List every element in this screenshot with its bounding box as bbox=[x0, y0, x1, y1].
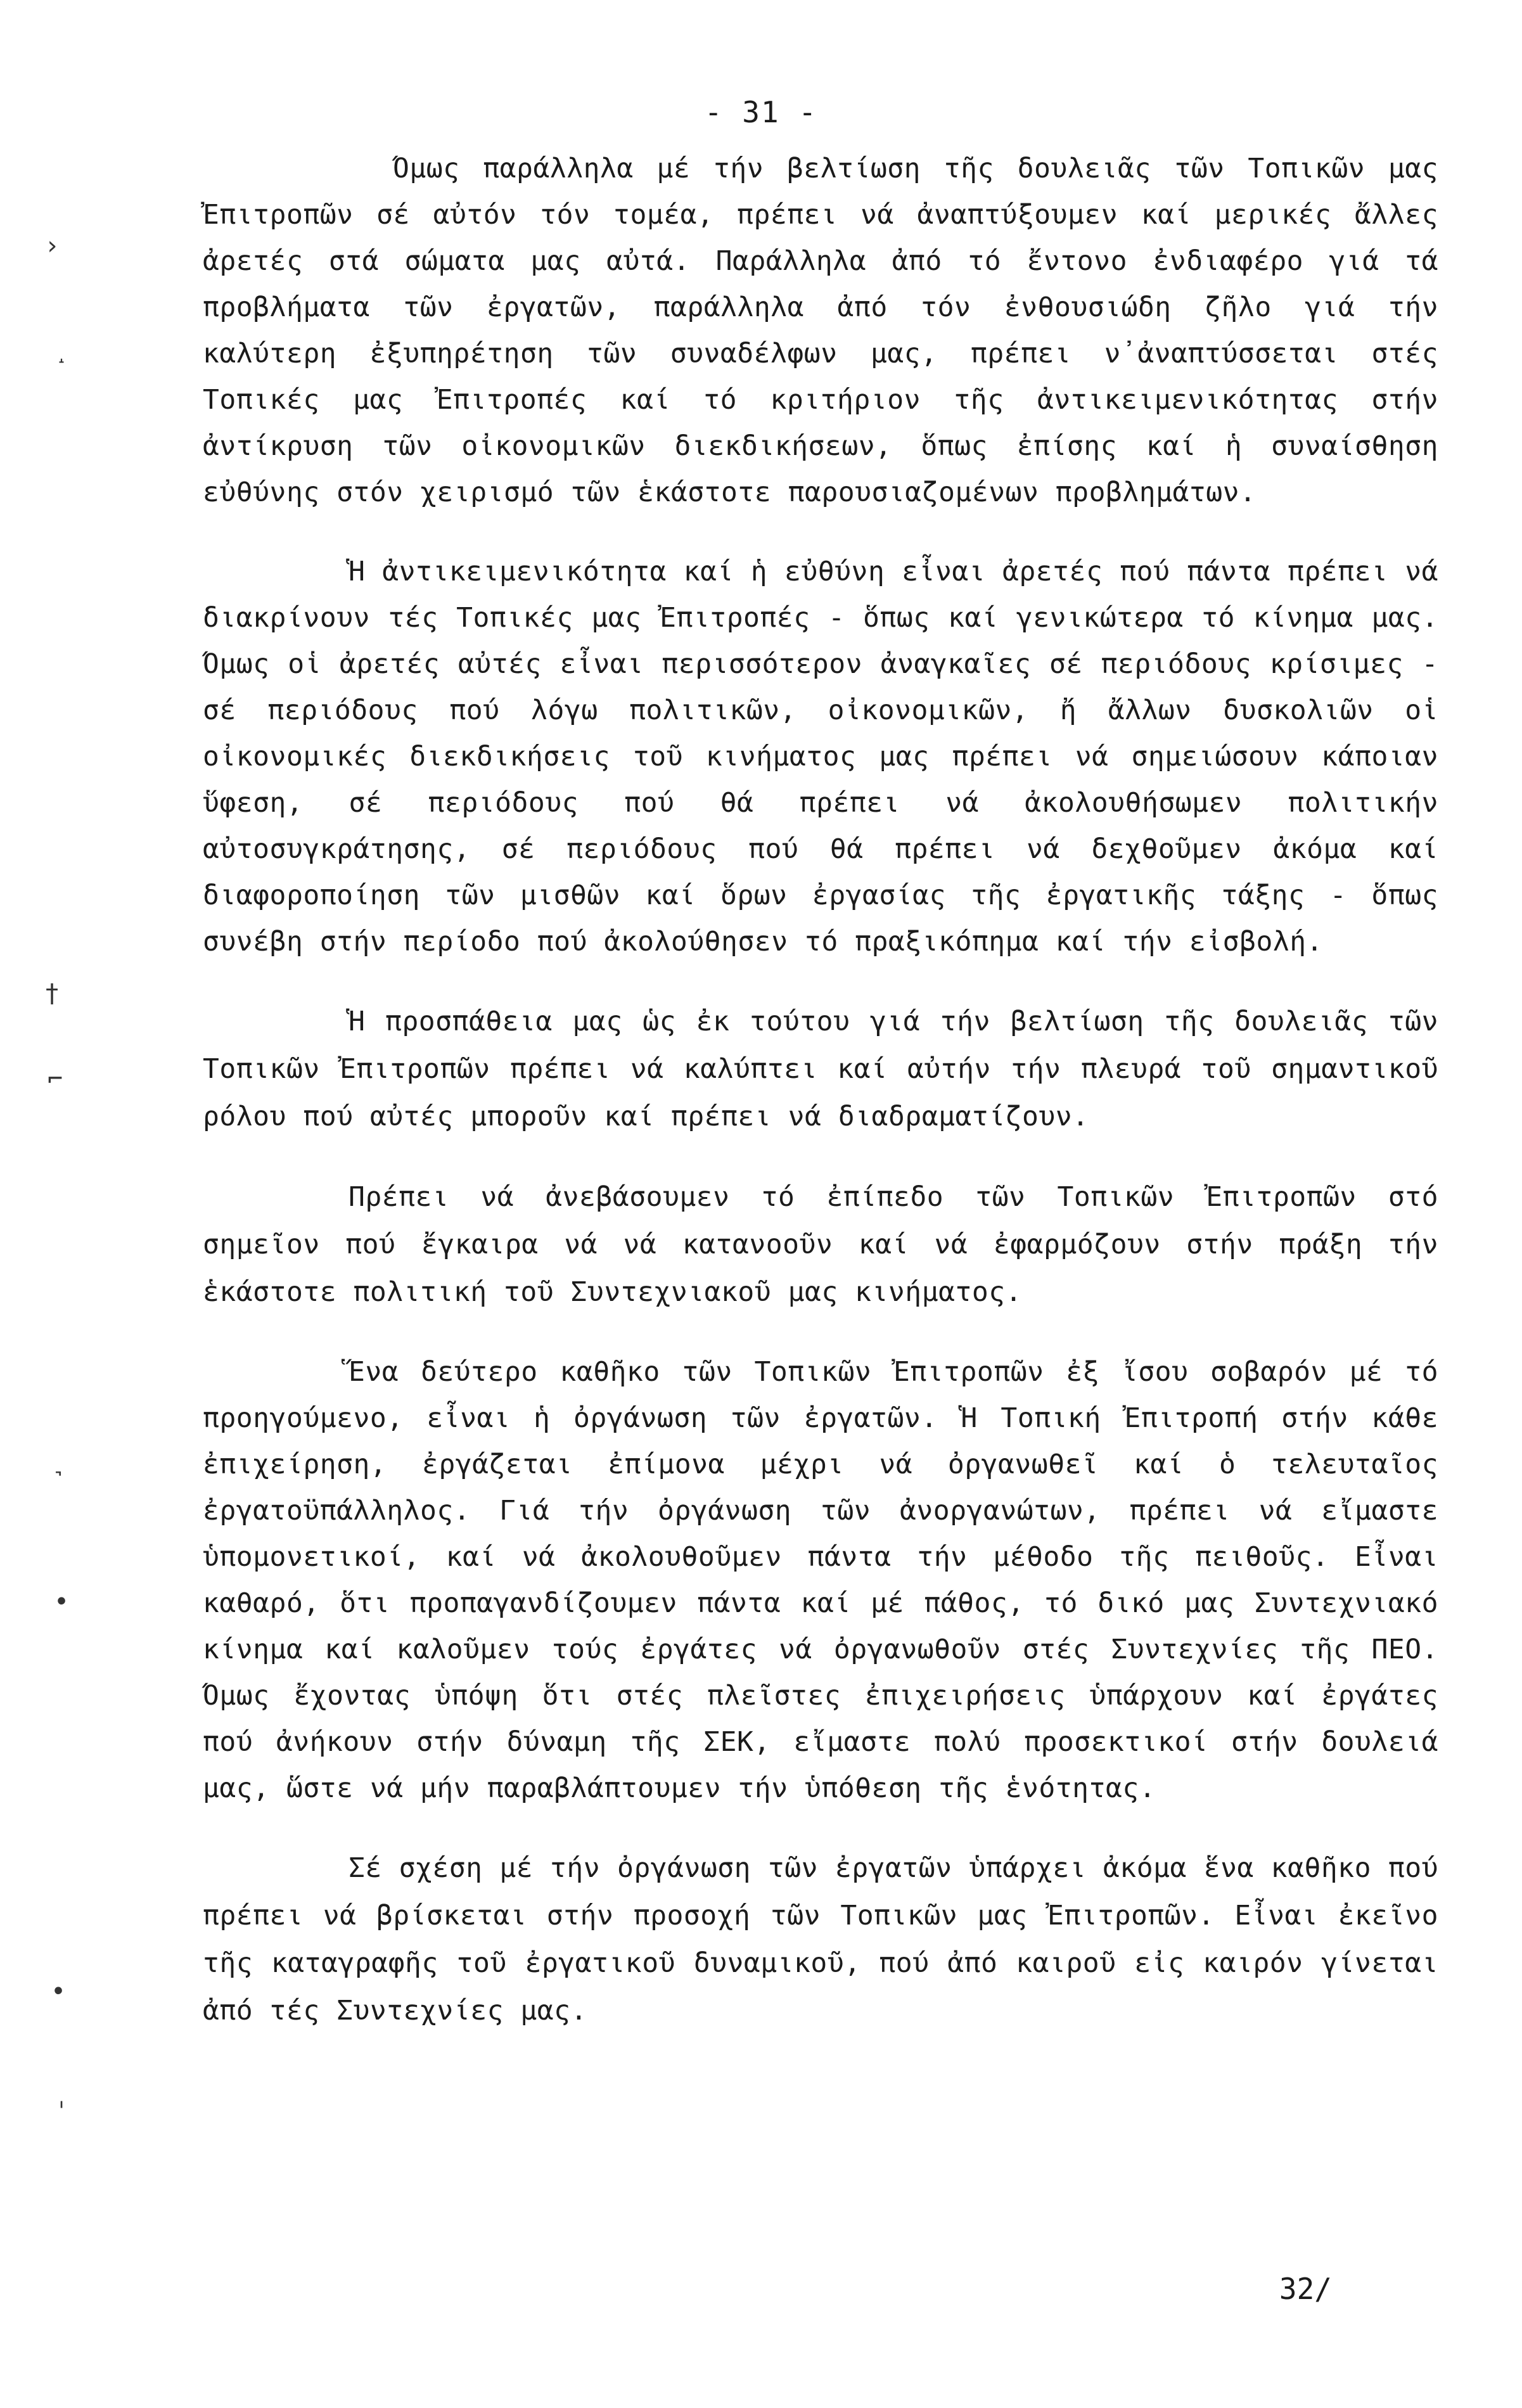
page-number: - 31 - bbox=[704, 95, 818, 129]
margin-dot-mark: • bbox=[54, 1587, 70, 1617]
paragraph-3: Ἡ προσπάθεια μας ὡς ἐκ τούτου γιά τήν βελτίωση τῆς δουλειᾶς τῶν Τοπικῶν Ἐπιτροπῶν πρέπει νά καλύπτει καί αὐτήν τήν πλευρά τοῦ σημαντικοῦ ρόλου πού αὐτές μποροῦν καί πρέπει νά διαδραματίζουν. bbox=[203, 1006, 1438, 1132]
margin-dot-mark: • bbox=[51, 1977, 67, 2006]
margin-arrow-mark: › bbox=[44, 231, 60, 260]
next-page-marker: 32/ bbox=[1279, 2272, 1332, 2306]
margin-bracket-mark: ⌐ bbox=[48, 1065, 63, 1094]
margin-cross-mark: † bbox=[44, 979, 60, 1008]
margin-tick-mark: ˔ bbox=[54, 342, 70, 371]
paragraph-6: Σέ σχέση μέ τήν ὀργάνωση τῶν ἐργατῶν ὑπάρχει ἀκόμα ἕνα καθῆκο πού πρέπει νά βρίσκεται στήν προσοχή τῶν Τοπικῶν μας Ἐπιτροπῶν. Εἶναι ἐκεῖνο τῆς καταγραφῆς τοῦ ἐργατικοῦ δυναμικοῦ, πού ἀπό καιροῦ εἰς καιρόν γίνεται ἀπό τές Συντεχνίες μας. bbox=[203, 1852, 1438, 2027]
paragraph-5: Ἕνα δεύτερο καθῆκο τῶν Τοπικῶν Ἐπιτροπῶν ἐξ ἴσου σοβαρόν μέ τό προηγούμενο, εἶναι ἡ ὀργάνωση τῶν ἐργατῶν. Ἡ Τοπική Ἐπιτροπή στήν κάθε ἐπιχείρηση, ἐργάζεται ἐπίμονα μέχρι νά ὀργανωθεῖ καί ὁ τελευταῖος ἐργατοϋπάλληλος. Γιά τήν ὀργάνωση τῶν ἀνοργανώτων, πρέπει νά εἴμαστε ὑπομονετικοί, καί νά ἀκολουθοῦμεν πάντα τήν μέθοδο τῆς πειθοῦς. Εἶναι καθαρό, ὅτι προπαγανδίζουμεν πάντα καί μέ πάθος, τό δικό μας Συντεχνιακό κίνημα καί καλοῦμεν τούς ἐργάτες νά ὀργανωθοῦν στές Συντεχνίες τῆς ΠΕΟ. Όμως ἔχοντας ὑπόψη ὅτι στές πλεῖστες ἐπιχειρήσεις ὑπάρχουν καί ἐργάτες πού ἀνήκουν στήν δύναμη τῆς ΣΕΚ, εἴμαστε πολύ προσεκτικοί στήν δουλειά μας, ὥστε νά μήν παραβλάπτουμεν τήν ὑπόθεση τῆς ἑνότητας. bbox=[203, 1356, 1438, 1804]
paragraph-4: Πρέπει νά ἀνεβάσουμεν τό ἐπίπεδο τῶν Τοπικῶν Ἐπιτροπῶν στό σημεῖον πού ἔγκαιρα νά νά κατανοοῦν καί νά ἐφαρμόζουν στήν πράξη τήν ἑκάστοτε πολιτική τοῦ Συντεχνιακοῦ μας κινήματος. bbox=[203, 1181, 1438, 1308]
document-body bbox=[203, 146, 1438, 2068]
margin-tick-mark: ˈ bbox=[54, 2097, 70, 2127]
margin-hook-mark: ˺ bbox=[51, 1467, 67, 1496]
paragraph-1: Όμως παράλληλα μέ τήν βελτίωση τῆς δουλειᾶς τῶν Τοπικῶν μας Ἐπιτροπῶν σέ αὐτόν τόν τομέα, πρέπει νά ἀναπτύξουμεν καί μερικές ἄλλες ἀρετές στά σώματα μας αὐτά. Παράλληλα ἀπό τό ἔντονο ἐνδιαφέρο γιά τά προβλήματα τῶν ἐργατῶν, παράλληλα ἀπό τόν ἐνθουσιώδη ζῆλο γιά τήν καλύτερη ἐξυπηρέτηση τῶν συναδέλφων μας, πρέπει ν᾽ἀναπτύσσεται στές Τοπικές μας Ἐπιτροπές καί τό κριτήριον τῆς ἀντικειμενικότητας στήν ἀντίκρυση τῶν οἰκονομικῶν διεκδικήσεων, ὅπως ἐπίσης καί ἡ συναίσθηση εὐθύνης στόν χειρισμό τῶν ἑκάστοτε παρουσιαζομένων προβλημάτων. bbox=[203, 153, 1438, 508]
paragraph-2: Ἡ ἀντικειμενικότητα καί ἡ εὐθύνη εἶναι ἀρετές πού πάντα πρέπει νά διακρίνουν τές Τοπικές μας Ἐπιτροπές - ὅπως καί γενικώτερα τό κίνημα μας. Όμως οἱ ἀρετές αὐτές εἶναι περισσότερον ἀναγκαῖες σέ περιόδους κρίσιμες - σέ περιόδους πού λόγω πολιτικῶν, οἰκονομικῶν, ἤ ἄλλων δυσκολιῶν οἱ οἰκονομικές διεκδικήσεις τοῦ κινήματος μας πρέπει νά σημειώσουν κάποιαν ὕφεση, σέ περιόδους πού θά πρέπει νά ἀκολουθήσωμεν πολιτικήν αὐτοσυγκράτησης, σέ περιόδους πού θά πρέπει νά δεχθοῦμεν ἀκόμα καί διαφοροποίηση τῶν μισθῶν καί ὅρων ἐργασίας τῆς ἐργατικῆς τάξης - ὅπως συνέβη στήν περίοδο πού ἀκολούθησεν τό πραξικόπημα καί τήν εἰσβολή. bbox=[203, 556, 1438, 957]
